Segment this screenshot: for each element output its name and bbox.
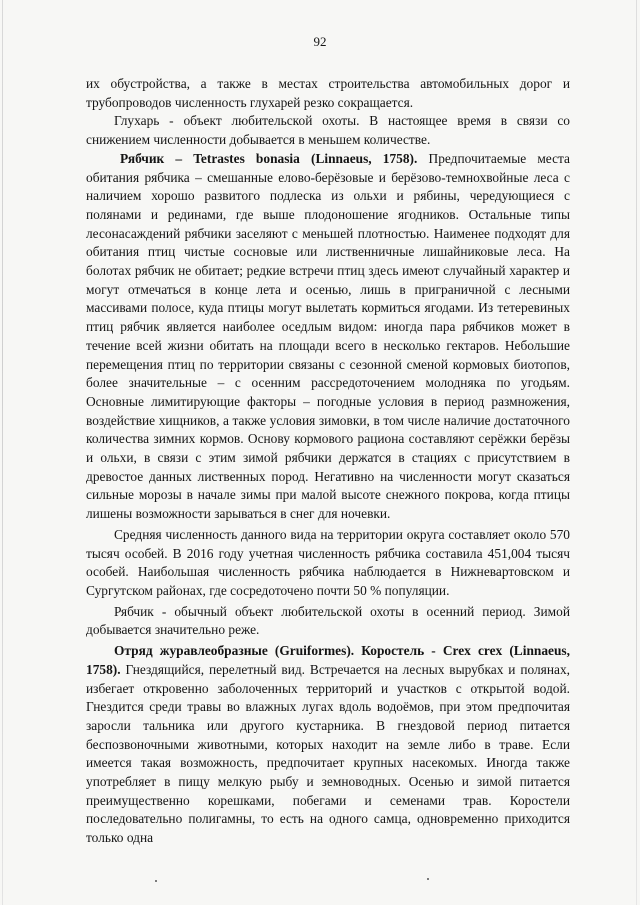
paragraph-2 [86,112,570,149]
ryabchik-heading: Рябчик – Tetrastes bonasia (Linnaeus, 1758). [120,150,418,166]
paragraph-2-text: Глухарь - объект любительской охоты. В настоящее время в связи со снижением численности добывается в меньшем количестве. [86,113,570,148]
scan-speck [155,880,157,882]
scan-edge-left [2,0,3,905]
paragraph-korostel [86,642,570,848]
paragraph-1 [86,75,570,112]
scan-speck [427,878,429,880]
paragraph-hunting [86,603,570,640]
population-text: Средняя численность данного вида на территории округа составляет около 570 тысяч особей. В 2016 году учетная численность рябчика составила 451,004 тысяч особей. Наибольшая численность рябчика наблюдается в Нижневартовском и Сургутском районах, где сосредоточено почти 50 % популяции. [86,526,570,598]
scan-edge-right [636,0,637,905]
page-number: 92 [313,34,327,49]
body-text [86,75,570,848]
paragraph-ryabchik [86,150,570,524]
paragraph-1-text: их обустройства, а также в местах строительства автомобильных дорог и трубопроводов численность глухарей резко сокращается. [86,76,570,110]
korostel-heading: Отряд журавлеобразные (Gruiformes). Коростель - Crex crex (Linnaeus, 1758). [86,643,570,677]
paragraph-population [86,526,570,601]
korostel-text: Гнездящийся, перелетный вид. Встречается на лесных вырубках и полянах, избегает откровенно заболоченных территорий и участков с открытой водой. Гнездится среди травы во влажных лугах вдоль водоёмов, при этом предпочитая заросли тальника или другого кустарника. В гнездовой период питается беспозвоночными животными, которых находит на земле либо в траве. Если имеется такая возможность, предпочитает крупных насекомых. Иногда также употребляет в пищу мелкую рыбу и земноводных. Осенью и зимой питается преимущественно корешками, побегами и семенами трав. Коростели последовательно полигамны, то есть на одного самца, одновременно приходится только одна [86,661,570,846]
ryabchik-text: Предпочитаемые места обитания рябчика – смешанные елово-берёзовые и берёзово-темнохвойные леса с наличием хорошо развитого подлеска из ольхи и рябины, чередующиеся с полянами и рединами, где выше плодоношение ягодников. Остальные типы лесонасаждений рябчики заселяют с меньшей плотностью. Наименее подходят для обитания птиц чистые сосновые или лиственничные лишайниковые леса. На болотах рябчик не обитает; редкие встречи птиц здесь имеют случайный характер и могут отмечаться в конце лета и осенью, лишь в приграничной с лесными массивами полосе, куда птицы могут вылетать кормиться ягодами. Из тетеревиных птиц рябчик является наиболее оседлым видом: иногда пара рябчиков может в течение всей жизни обитать на площади всего в несколько гектаров. Небольшие перемещения птиц по территории связаны с сезонной сменой кормовых биотопов, более значительные – с осенним рассредоточением молодняка по угодьям. Основные лимитирующие факторы – погодные условия в период размножения, воздействие хищников, а также условия зимовки, в том числе наличие достаточного количества зимних кормов. Основу кормового рациона составляют серёжки берёзы и ольхи, в связи с этим зимой рябчики держатся в стациях с присутствием в древостое данных лиственных пород. Негативно на численности могут сказаться сильные морозы в начале зимы при малой высоте снежного покрова, когда птицы лишены возможности зарываться в снег для ночевки. [86,150,570,522]
hunting-text: Рябчик - обычный объект любительской охоты в осенний период. Зимой добывается значительно реже. [86,603,570,638]
